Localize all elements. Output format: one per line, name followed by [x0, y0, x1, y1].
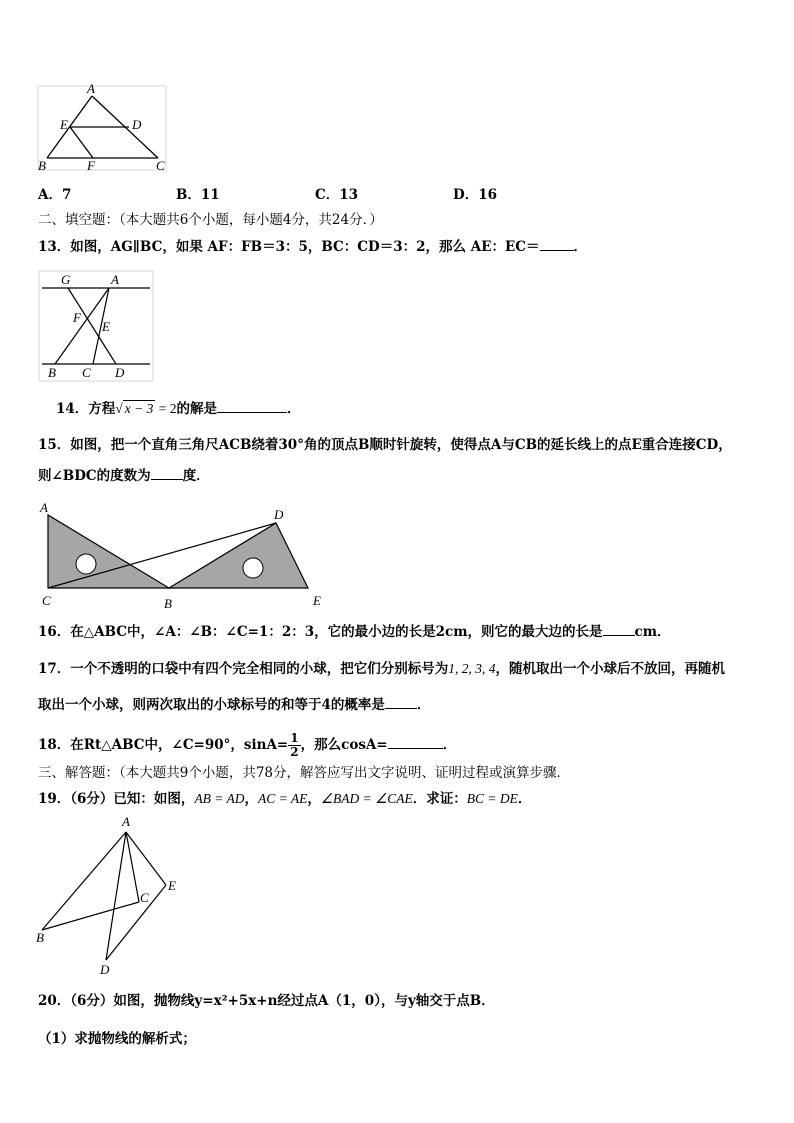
label-d: D: [274, 507, 284, 522]
segment-ae: [126, 832, 166, 885]
label-b: B: [38, 158, 46, 173]
section-3-heading: 三、解答题：（本大题共9个小题，共78分，解答应写出文字说明、证明过程或演算步骤．: [38, 765, 571, 781]
fraction-numerator: 1: [290, 731, 299, 745]
fraction-denominator: 2: [290, 745, 299, 759]
figure-q19: [34, 812, 184, 978]
condition-2: AC = AE: [258, 791, 308, 806]
label-d: D: [115, 365, 125, 380]
segment-ef: [70, 127, 93, 158]
label-e: E: [168, 878, 176, 893]
question-18-end: ．: [442, 737, 457, 753]
option-b: B．11: [176, 187, 220, 203]
question-19-mid: ．求证：: [412, 791, 467, 807]
question-17-line-2-text: 取出一个小球，则两次取出的小球标号的和等于4的概率是: [38, 697, 385, 713]
equation-radicand: x − 3: [124, 401, 154, 416]
figure-q15-set-squares: [36, 500, 336, 615]
question-16: [38, 623, 671, 641]
answer-blank-15: [151, 467, 183, 480]
question-13: [38, 238, 587, 256]
question-20-part-1: （1）求抛物线的解析式；: [38, 1031, 196, 1047]
question-17-end: ．: [416, 697, 431, 713]
equation-rhs: = 2: [155, 401, 177, 416]
label-a: A: [111, 272, 119, 287]
question-13-end: ．: [573, 239, 588, 255]
question-14-prefix: 14．方程: [56, 401, 116, 417]
triangle-dbe: [169, 523, 308, 588]
label-f: F: [73, 310, 81, 325]
question-17-suffix: ，随机取出一个小球后不放回，再随机: [495, 661, 726, 677]
question-14-suffix: 的解是: [176, 401, 217, 417]
label-e: E: [60, 117, 68, 132]
triangle-hole-right: [243, 558, 263, 578]
label-a: A: [87, 82, 95, 96]
label-a: A: [40, 500, 48, 515]
label-f: F: [87, 158, 95, 173]
label-b: B: [36, 930, 44, 945]
question-17-prefix: 17．一个不透明的口袋中有四个完全相同的小球，把它们分别标号为: [38, 661, 449, 677]
label-c: C: [140, 890, 149, 905]
question-16-text: 16．在△ABC中，∠A：∠B：∠C=1：2：3，它的最小边的长是2cm，则它的最大边的长是: [38, 624, 603, 640]
question-17-line-1: [38, 660, 725, 678]
label-b: B: [164, 596, 172, 611]
question-18-prefix: 18．在Rt△ABC中，∠C=90°，sinA=: [38, 737, 289, 753]
question-17-line-2: [38, 696, 430, 714]
label-c: C: [82, 365, 91, 380]
triangle-hole-left: [76, 554, 96, 574]
segment-de: [106, 885, 166, 960]
question-19: 19．（6分）已知：如图，AB = AD，AC = AE，∠BAD = ∠CAE．求证：BC = DE．: [38, 791, 532, 807]
figure-q13: [38, 270, 154, 382]
label-d: D: [132, 117, 142, 132]
option-a: A．7: [38, 187, 72, 203]
label-c: C: [42, 593, 51, 608]
proof-goal: BC = DE: [466, 791, 518, 806]
equation-sqrt: √ x − 3 = 2: [115, 401, 177, 416]
label-c: C: [156, 158, 165, 173]
answer-blank-18: [388, 736, 443, 749]
question-19-prefix: 19．（6分）已知：如图，: [38, 791, 195, 807]
section-2-heading: 二、填空题：（本大题共6个小题，每小题4分，共24分．）: [38, 212, 383, 228]
question-19-end: ．: [517, 791, 532, 807]
question-18-suffix: ，那么cosA=: [300, 737, 388, 753]
label-e: E: [102, 319, 110, 334]
segment-ac: [126, 832, 139, 902]
figure-q12-triangle: [30, 82, 170, 174]
question-15-line-1: 15．如图，把一个直角三角尺ACB绕着30°角的顶点B顺时针旋转，使得点A与CB的延长线上的点E重合连接CD，: [38, 437, 732, 453]
question-15-prefix: 则∠BDC的度数为: [38, 468, 151, 484]
label-a: A: [122, 814, 130, 829]
fraction-one-half: [288, 732, 300, 759]
question-17-numbers: 1, 2, 3, 4: [448, 661, 496, 676]
question-18: [38, 730, 456, 760]
answer-blank-16: [603, 623, 635, 636]
option-c: C．13: [315, 187, 359, 203]
label-d: D: [100, 962, 110, 977]
triangle-acb: [48, 515, 169, 588]
condition-3: ∠BAD = ∠CAE: [320, 791, 413, 806]
label-e: E: [313, 593, 321, 608]
question-14-end: ．: [286, 401, 301, 417]
question-13-text: 13．如图，AG∥BC，如果 AF：FB＝3：5，BC：CD＝3：2，那么 AE：EC＝: [38, 239, 540, 255]
label-b: B: [48, 365, 56, 380]
answer-blank-17: [385, 696, 417, 709]
question-16-unit: cm．: [634, 624, 671, 640]
answer-blank-14: [217, 400, 287, 413]
label-g: G: [61, 272, 71, 287]
question-20: 20．（6分）如图，抛物线y=x²+5x+n经过点A（1，0），与y轴交于点B．: [38, 993, 495, 1009]
answer-blank-13: [540, 238, 574, 251]
condition-1: AB = AD: [194, 791, 245, 806]
question-15-suffix: 度．: [182, 468, 210, 484]
question-15-line-2: [38, 467, 210, 485]
question-14: [56, 400, 300, 418]
option-d: D．16: [453, 187, 497, 203]
segment-bc: [42, 902, 139, 930]
